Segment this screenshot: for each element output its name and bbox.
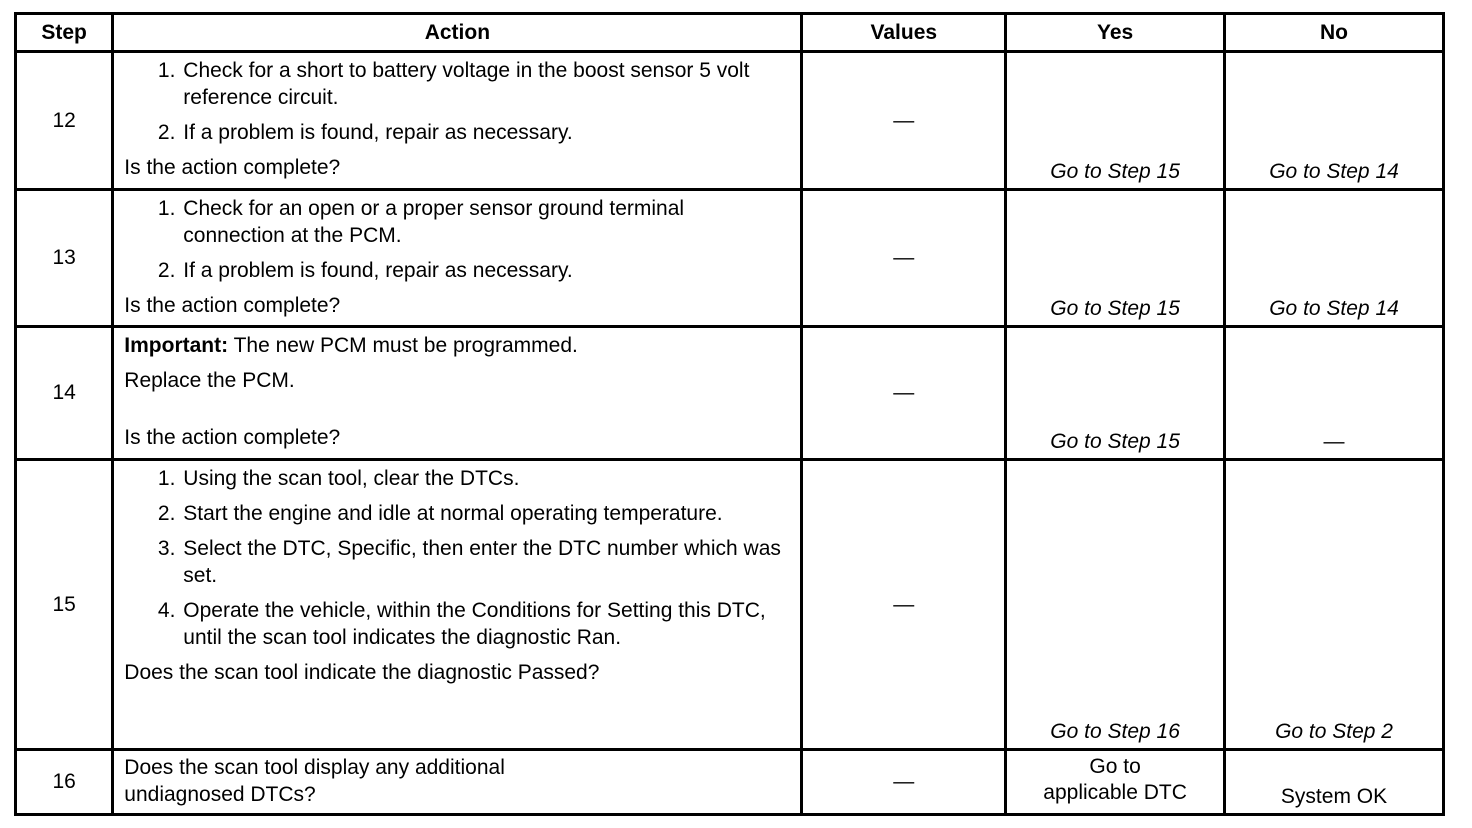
applicable-dtc-link[interactable]: applicable DTC <box>1043 781 1187 804</box>
action-list <box>124 465 790 651</box>
action-question: Is the action complete? <box>124 426 341 449</box>
go-to-step-link[interactable]: Go to Step 14 <box>1269 160 1399 183</box>
header-step: Step <box>16 14 113 52</box>
no-cell <box>1225 190 1444 327</box>
action-question: Is the action complete? <box>124 294 341 317</box>
yes-cell <box>1006 327 1225 460</box>
step-number: 13 <box>16 190 113 327</box>
go-to-step-link[interactable]: Go to Step 16 <box>1050 720 1180 743</box>
action-list <box>124 195 790 284</box>
go-to-step-link[interactable]: Go to Step 15 <box>1050 160 1180 183</box>
header-row <box>16 14 1444 52</box>
action-cell <box>113 52 802 190</box>
header-action: Action <box>113 14 802 52</box>
action-item: 2. Start the engine and idle at normal operating temperature. <box>181 500 790 527</box>
action-item: 1. Using the scan tool, clear the DTCs. <box>181 465 790 492</box>
action-question: Does the scan tool display any additional undiagnosed DTCs? <box>124 756 505 806</box>
step-number: 14 <box>16 327 113 460</box>
header-values: Values <box>802 14 1006 52</box>
action-item: 1. Check for an open or a proper sensor ground terminal connection at the PCM. <box>181 195 790 249</box>
go-to-step-link[interactable]: Go to Step 2 <box>1275 720 1393 743</box>
go-to-label: Go to <box>1089 755 1141 778</box>
action-instruction: Replace the PCM. <box>124 369 295 392</box>
step-row-16 <box>16 750 1444 815</box>
no-cell: — <box>1225 327 1444 460</box>
yes-cell <box>1006 190 1225 327</box>
values-cell: — <box>802 460 1006 750</box>
header-yes: Yes <box>1006 14 1225 52</box>
step-row-15 <box>16 460 1444 750</box>
step-row-12 <box>16 52 1444 190</box>
no-cell <box>1225 52 1444 190</box>
step-number: 16 <box>16 750 113 815</box>
yes-cell <box>1006 52 1225 190</box>
step-number: 15 <box>16 460 113 750</box>
action-question: Is the action complete? <box>124 156 341 179</box>
action-item: 3. Select the DTC, Specific, then enter the DTC number which was set. <box>181 535 790 589</box>
values-cell: — <box>802 190 1006 327</box>
action-cell <box>113 460 802 750</box>
step-row-14 <box>16 327 1444 460</box>
action-list <box>124 57 790 146</box>
values-cell: — <box>802 327 1006 460</box>
action-item: 2. If a problem is found, repair as necessary. <box>181 257 790 284</box>
action-item: 4. Operate the vehicle, within the Conditions for Setting this DTC, until the scan tool indicates the diagnostic Ran. <box>181 597 790 651</box>
go-to-step-link[interactable]: Go to Step 15 <box>1050 430 1180 453</box>
no-cell <box>1225 750 1444 815</box>
values-cell: — <box>802 750 1006 815</box>
diagnostic-table <box>14 12 1445 816</box>
action-cell <box>113 190 802 327</box>
action-cell <box>113 327 802 460</box>
important-note <box>124 332 790 359</box>
action-item: 1. Check for a short to battery voltage in the boost sensor 5 volt reference circuit. <box>181 57 790 111</box>
important-text: The new PCM must be programmed. <box>228 334 578 357</box>
action-cell <box>113 750 802 815</box>
step-row-13 <box>16 190 1444 327</box>
header-no: No <box>1225 14 1444 52</box>
action-item: 2. If a problem is found, repair as necessary. <box>181 119 790 146</box>
go-to-step-link[interactable]: Go to Step 14 <box>1269 297 1399 320</box>
yes-cell <box>1006 460 1225 750</box>
step-number: 12 <box>16 52 113 190</box>
yes-cell <box>1006 750 1225 815</box>
action-question: Does the scan tool indicate the diagnostic Passed? <box>124 661 600 684</box>
important-label: Important: <box>124 334 229 357</box>
no-cell <box>1225 460 1444 750</box>
go-to-step-link[interactable]: Go to Step 15 <box>1050 297 1180 320</box>
values-cell: — <box>802 52 1006 190</box>
system-ok-text: System OK <box>1280 785 1388 808</box>
